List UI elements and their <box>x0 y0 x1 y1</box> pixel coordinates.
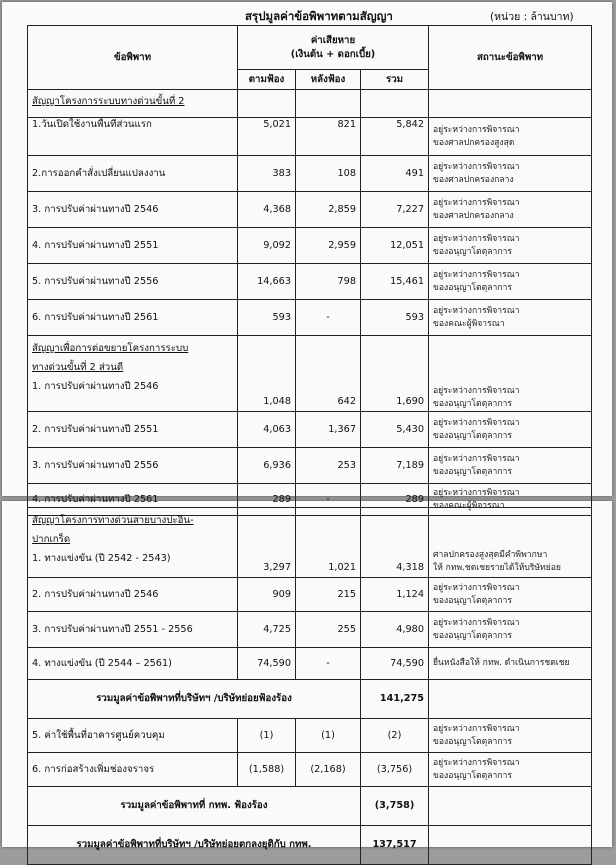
row-item: 1. ทางแข่งขัน (ปี 2542 - 2543) <box>32 553 171 564</box>
subtotal-company-label: รวมมูลค่าข้อพิพาทที่บริษัทฯ /บริษัทย่อยฟ้องร้อง <box>28 680 361 719</box>
row-after: - <box>296 300 361 336</box>
row-filed: 383 <box>238 156 296 192</box>
row-item: 4. การปรับค่าผ่านทางปี 2551 <box>28 228 238 264</box>
row-status: อยู่ระหว่างการพิจารณา ของอนุญาโตตุลาการ <box>429 578 592 612</box>
row-filed: 909 <box>238 578 296 612</box>
grand-total-row <box>28 826 592 865</box>
row-total: 1,124 <box>361 578 429 612</box>
row-total: 4,980 <box>361 612 429 648</box>
table-row <box>28 578 592 612</box>
table-row <box>28 719 592 753</box>
header-total: รวม <box>361 70 429 90</box>
row-after: 215 <box>296 578 361 612</box>
row-status: อยู่ระหว่างการพิจารณา ของอนุญาโตตุลาการ <box>429 448 592 484</box>
table-row <box>28 448 592 484</box>
subtotal-exat-row <box>28 787 592 826</box>
row-item: 6. การก่อสร้างเพิ่มช่องจราจร <box>28 753 238 787</box>
table-row <box>28 300 592 336</box>
table-row <box>28 753 592 787</box>
row-total: (2) <box>361 719 429 753</box>
row-total: 7,227 <box>361 192 429 228</box>
row-status: อยู่ระหว่างการพิจารณา ของอนุญาโตตุลาการ <box>429 753 592 787</box>
document-title: สรุปมูลค่าข้อพิพาทตามสัญญา <box>245 9 393 23</box>
row-after: 1,021 <box>296 508 361 578</box>
row-total: 1,690 <box>361 336 429 412</box>
row-filed: 4,368 <box>238 192 296 228</box>
header-damages-line2: (เงินต้น + ดอกเบี้ย) <box>290 48 376 60</box>
grand-total-label: รวมมูลค่าข้อพิพาทที่บริษัทฯ /บริษัทย่อยตกลงยุติกับ กทพ. <box>28 826 361 865</box>
disputes-table-top <box>27 25 592 516</box>
row-filed: 289 <box>238 484 296 516</box>
subtotal-company-row <box>28 680 592 719</box>
row-after: 821 <box>296 118 361 156</box>
row-filed: (1,588) <box>238 753 296 787</box>
row-total: 289 <box>361 484 429 516</box>
row-total: 593 <box>361 300 429 336</box>
row-after: - <box>296 484 361 516</box>
header-damages-line1: ค่าเสียหาย <box>310 34 356 46</box>
table-row <box>28 192 592 228</box>
table-row <box>28 264 592 300</box>
subtotal-exat-value: (3,758) <box>361 787 429 826</box>
row-filed: 9,092 <box>238 228 296 264</box>
row-item: 4. ทางแข่งขัน (ปี 2544 – 2561) <box>28 648 238 680</box>
row-filed: 14,663 <box>238 264 296 300</box>
row-after: - <box>296 648 361 680</box>
row-item: 3. การปรับค่าผ่านทางปี 2546 <box>28 192 238 228</box>
table-row <box>28 508 592 578</box>
header-dispute: ข้อพิพาท <box>28 26 238 90</box>
row-total: 5,842 <box>361 118 429 156</box>
row-status: อยู่ระหว่างการพิจารณา ของศาลปกครองกลาง <box>429 156 592 192</box>
table-row <box>28 412 592 448</box>
row-status: อยู่ระหว่างการพิจารณา ของคณะผู้พิจารณา <box>429 300 592 336</box>
row-filed: 6,936 <box>238 448 296 484</box>
row-status: ยื่นหนังสือให้ กทพ. ดำเนินการชดเชย <box>429 648 592 680</box>
row-after: (1) <box>296 719 361 753</box>
table-row <box>28 612 592 648</box>
row-item: 3. การปรับค่าผ่านทางปี 2551 - 2556 <box>28 612 238 648</box>
table-row <box>28 156 592 192</box>
row-status: อยู่ระหว่างการพิจารณา ของศาลปกครองสูงสุด <box>429 118 592 156</box>
section-title: สัญญาโครงการทางด่วนสายบางปะอิน- ปากเกร็ด 1. ทางแข่งขัน (ปี 2542 - 2543) <box>28 508 238 578</box>
row-total: 4,318 <box>361 508 429 578</box>
unit-label: (หน่วย : ล้านบาท) <box>490 11 574 23</box>
table-row <box>28 228 592 264</box>
row-item: 2.การออกคำสั่งเปลี่ยนแปลงงาน <box>28 156 238 192</box>
header-damages <box>238 26 429 70</box>
row-item: 5. ค่าใช้พื้นที่อาคารศูนย์ควบคุม <box>28 719 238 753</box>
row-status: อยู่ระหว่างการพิจารณา ของอนุญาโตตุลาการ <box>429 264 592 300</box>
table-row <box>28 648 592 680</box>
grand-total-value: 137,517 <box>361 826 429 865</box>
subtotal-exat-label: รวมมูลค่าข้อพิพาทที่ กทพ. ฟ้องร้อง <box>28 787 361 826</box>
section-title: สัญญาเพื่อการต่อขยายโครงการระบบ ทางด่วนขั้นที่ 2 ส่วนดี 1. การปรับค่าผ่านทางปี 2546 <box>28 336 238 412</box>
row-status: อยู่ระหว่างการพิจารณา ของอนุญาโตตุลาการ <box>429 228 592 264</box>
row-after: 642 <box>296 336 361 412</box>
table-row <box>28 336 592 412</box>
row-status: อยู่ระหว่างการพิจารณา ของอนุญาโตตุลาการ <box>429 719 592 753</box>
row-filed: 4,725 <box>238 612 296 648</box>
row-filed: 3,297 <box>238 508 296 578</box>
row-status: อยู่ระหว่างการพิจารณา ของอนุญาโตตุลาการ <box>429 336 592 412</box>
row-total: 12,051 <box>361 228 429 264</box>
row-total: 74,590 <box>361 648 429 680</box>
header-status: สถานะข้อพิพาท <box>429 26 592 90</box>
row-item: 2. การปรับค่าผ่านทางปี 2551 <box>28 412 238 448</box>
row-after: 798 <box>296 264 361 300</box>
row-filed: 5,021 <box>238 118 296 156</box>
row-item: 4. การปรับค่าผ่านทางปี 2561 <box>28 484 238 516</box>
subtotal-company-value: 141,275 <box>361 680 429 719</box>
row-total: (3,756) <box>361 753 429 787</box>
row-filed: 593 <box>238 300 296 336</box>
table-row <box>28 118 592 156</box>
table-row <box>28 90 592 118</box>
row-status: ศาลปกครองสูงสุดมีคำพิพากษา ให้ กทพ.ชดเชยรายได้ให้บริษัทย่อย <box>429 508 592 578</box>
row-after: 2,859 <box>296 192 361 228</box>
header-after-filing: หลังฟ้อง <box>296 70 361 90</box>
row-status: อยู่ระหว่างการพิจารณา ของคณะผู้พิจารณา <box>429 484 592 516</box>
row-total: 7,189 <box>361 448 429 484</box>
row-filed: 1,048 <box>238 336 296 412</box>
row-status: อยู่ระหว่างการพิจารณา ของอนุญาโตตุลาการ <box>429 612 592 648</box>
row-status: อยู่ระหว่างการพิจารณา ของศาลปกครองกลาง <box>429 192 592 228</box>
row-after: 255 <box>296 612 361 648</box>
row-after: 2,959 <box>296 228 361 264</box>
row-after: (2,168) <box>296 753 361 787</box>
row-total: 15,461 <box>361 264 429 300</box>
row-after: 253 <box>296 448 361 484</box>
row-item: 3. การปรับค่าผ่านทางปี 2556 <box>28 448 238 484</box>
row-total: 491 <box>361 156 429 192</box>
row-filed: 4,063 <box>238 412 296 448</box>
row-item: 6. การปรับค่าผ่านทางปี 2561 <box>28 300 238 336</box>
row-filed: (1) <box>238 719 296 753</box>
row-item: 5. การปรับค่าผ่านทางปี 2556 <box>28 264 238 300</box>
row-total: 5,430 <box>361 412 429 448</box>
row-status: อยู่ระหว่างการพิจารณา ของอนุญาโตตุลาการ <box>429 412 592 448</box>
row-filed: 74,590 <box>238 648 296 680</box>
row-item: 1.วันเปิดใช้งานพื้นที่ส่วนแรก <box>28 118 238 156</box>
row-item: 2. การปรับค่าผ่านทางปี 2546 <box>28 578 238 612</box>
row-item: 1. การปรับค่าผ่านทางปี 2546 <box>32 381 159 392</box>
header-as-filed: ตามฟ้อง <box>238 70 296 90</box>
section-title: สัญญาโครงการระบบทางด่วนขั้นที่ 2 <box>28 90 238 118</box>
row-after: 1,367 <box>296 412 361 448</box>
disputes-table-bottom <box>27 507 592 865</box>
row-after: 108 <box>296 156 361 192</box>
